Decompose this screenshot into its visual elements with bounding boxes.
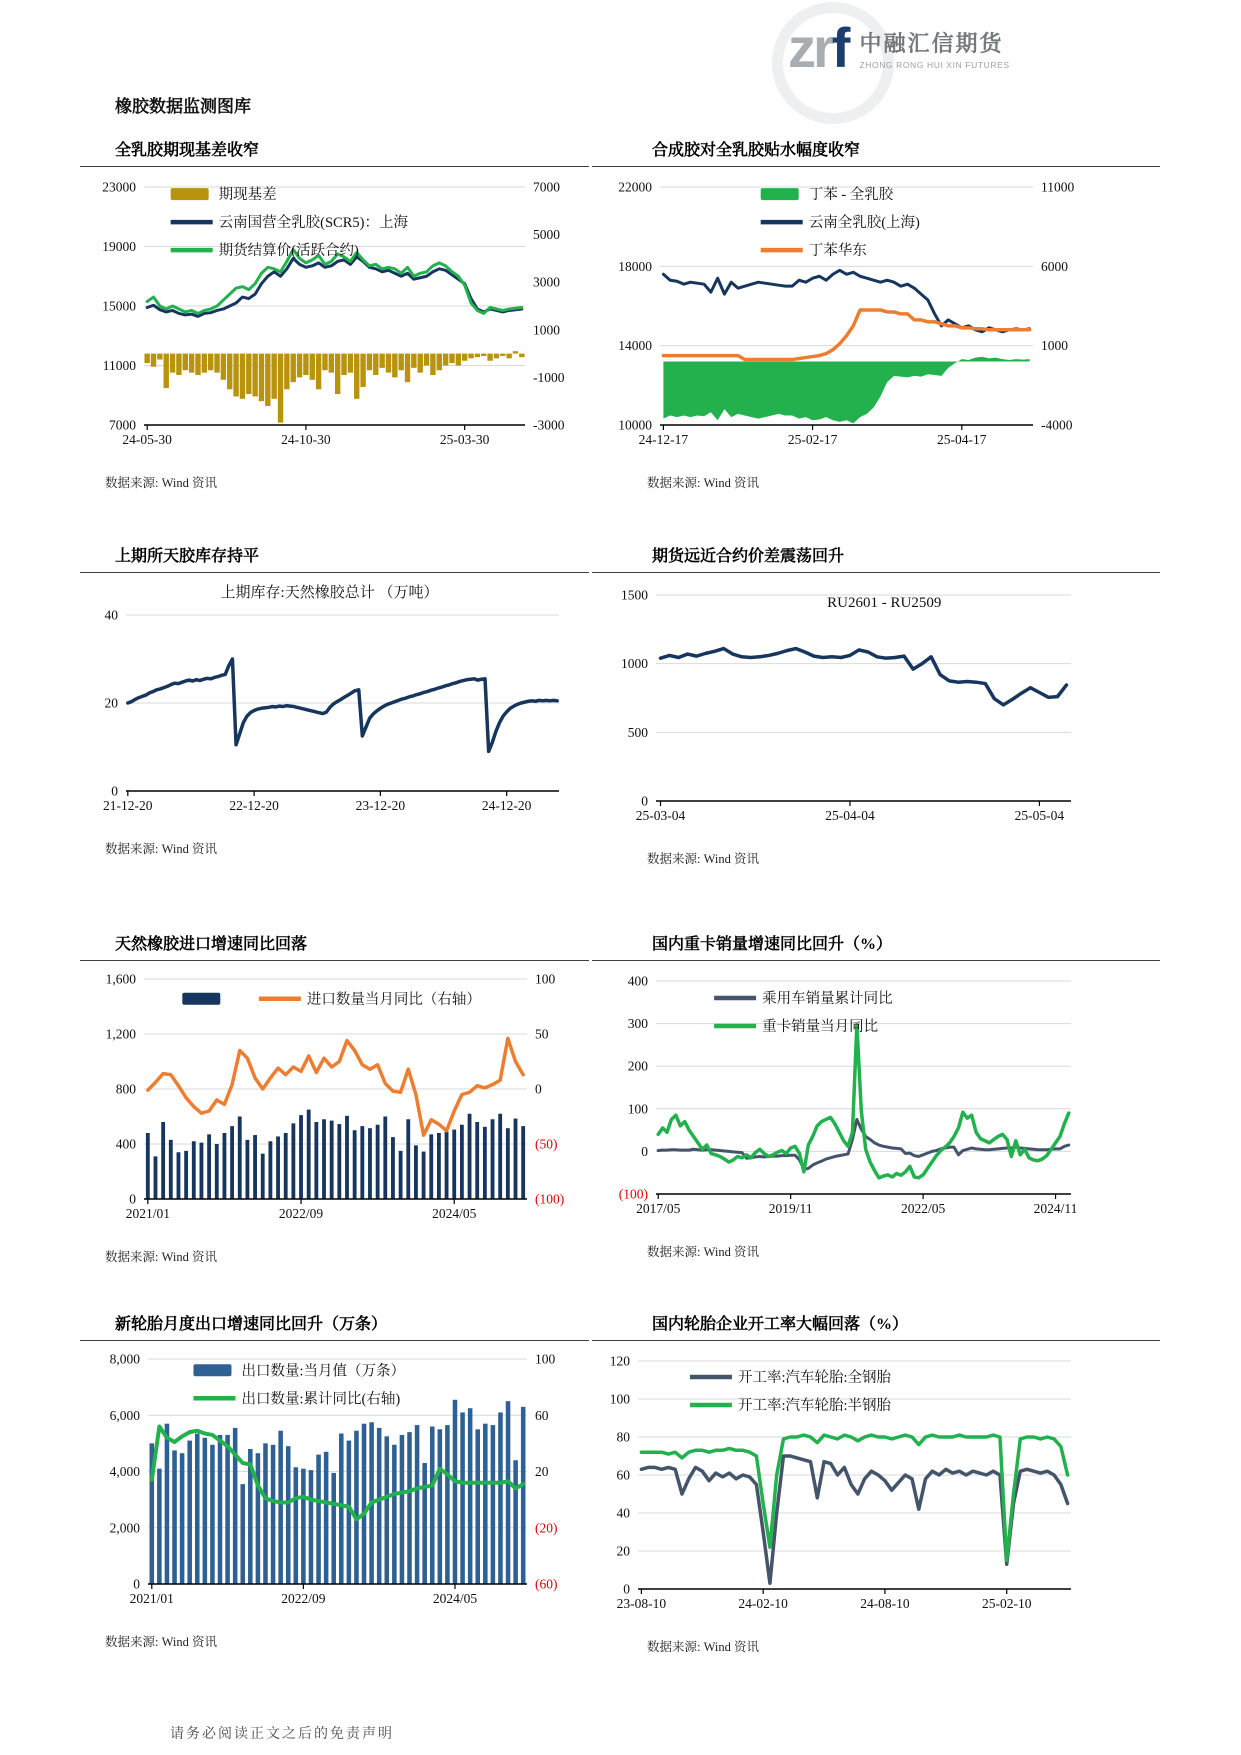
svg-text:100: 100 bbox=[627, 1101, 648, 1117]
svg-text:15000: 15000 bbox=[102, 298, 136, 314]
svg-text:11000: 11000 bbox=[1041, 179, 1075, 195]
svg-text:2022/09: 2022/09 bbox=[278, 1206, 324, 1221]
chart-card-tire-export bbox=[80, 1311, 589, 1650]
svg-text:RU2601 - RU2509: RU2601 - RU2509 bbox=[827, 595, 942, 611]
data-source: 数据来源: Wind 资讯 bbox=[105, 1250, 217, 1264]
svg-text:7000: 7000 bbox=[533, 179, 560, 195]
svg-text:2,000: 2,000 bbox=[109, 1520, 140, 1536]
logo-zr-letters: zr bbox=[788, 16, 832, 79]
chart-card-calendar-spread bbox=[592, 543, 1160, 867]
svg-text:2017/05: 2017/05 bbox=[636, 1201, 681, 1216]
svg-text:重卡销量当月同比: 重卡销量当月同比 bbox=[762, 1019, 879, 1036]
data-source: 数据来源: Wind 资讯 bbox=[105, 1635, 217, 1649]
svg-text:50: 50 bbox=[535, 1026, 549, 1042]
svg-text:24-05-30: 24-05-30 bbox=[122, 432, 172, 447]
company-logo bbox=[788, 16, 1010, 80]
svg-text:25-02-10: 25-02-10 bbox=[981, 1596, 1032, 1611]
title-rule bbox=[592, 960, 1160, 961]
svg-text:乘用车销量累计同比: 乘用车销量累计同比 bbox=[762, 991, 893, 1008]
svg-text:5000: 5000 bbox=[533, 227, 560, 243]
title-rule bbox=[80, 1340, 589, 1341]
title-rule bbox=[80, 572, 589, 573]
tire-operating-rate-chart bbox=[592, 1349, 1097, 1619]
chart-title: 全乳胶期现基差收窄 bbox=[115, 142, 260, 159]
svg-text:21-12-20: 21-12-20 bbox=[103, 798, 153, 813]
truck-sales-chart bbox=[592, 969, 1097, 1224]
svg-text:(100): (100) bbox=[535, 1191, 565, 1207]
svg-text:20: 20 bbox=[104, 695, 118, 711]
svg-text:800: 800 bbox=[115, 1081, 136, 1097]
svg-text:22-12-20: 22-12-20 bbox=[229, 798, 279, 813]
svg-text:300: 300 bbox=[627, 1016, 648, 1032]
chart-card-import-growth bbox=[80, 931, 589, 1265]
svg-text:出口数量:当月值（万条）: 出口数量:当月值（万条） bbox=[241, 1363, 406, 1380]
svg-text:0: 0 bbox=[641, 1143, 648, 1159]
synthetic-discount-chart bbox=[592, 175, 1097, 455]
svg-text:2024/05: 2024/05 bbox=[432, 1591, 478, 1606]
svg-text:8,000: 8,000 bbox=[109, 1351, 140, 1367]
svg-text:25-04-04: 25-04-04 bbox=[825, 808, 875, 823]
svg-text:丁苯 - 全乳胶: 丁苯 - 全乳胶 bbox=[808, 187, 894, 204]
chart-card-tire-operating-rate bbox=[592, 1311, 1160, 1655]
svg-text:(50): (50) bbox=[535, 1136, 558, 1152]
svg-text:200: 200 bbox=[627, 1058, 648, 1074]
svg-text:23-08-10: 23-08-10 bbox=[616, 1596, 667, 1611]
svg-text:19000: 19000 bbox=[102, 239, 136, 254]
svg-text:(20): (20) bbox=[535, 1520, 558, 1536]
svg-text:18000: 18000 bbox=[618, 258, 652, 274]
svg-text:120: 120 bbox=[609, 1353, 630, 1369]
chart-title: 合成胶对全乳胶贴水幅度收窄 bbox=[652, 142, 861, 159]
svg-text:20: 20 bbox=[616, 1543, 630, 1559]
chart-title: 天然橡胶进口增速同比回落 bbox=[115, 936, 308, 953]
svg-text:22000: 22000 bbox=[618, 179, 652, 195]
svg-text:500: 500 bbox=[627, 724, 648, 740]
svg-text:7000: 7000 bbox=[109, 417, 136, 433]
svg-text:期货结算价(活跃合约): 期货结算价(活跃合约) bbox=[218, 243, 359, 260]
logo-zrf-mark bbox=[788, 16, 847, 80]
svg-text:-3000: -3000 bbox=[533, 417, 565, 433]
svg-text:1500: 1500 bbox=[621, 587, 648, 603]
disclaimer-footer: 请务必阅读正文之后的免责声明 bbox=[170, 1727, 394, 1742]
svg-text:云南国营全乳胶(SCR5)：上海: 云南国营全乳胶(SCR5)：上海 bbox=[218, 215, 408, 232]
svg-text:6,000: 6,000 bbox=[109, 1407, 140, 1423]
svg-text:100: 100 bbox=[535, 971, 556, 987]
svg-text:40: 40 bbox=[616, 1505, 630, 1521]
title-rule bbox=[80, 166, 589, 167]
chart-card-shfe-inventory bbox=[80, 543, 589, 857]
svg-text:出口数量:累计同比(右轴): 出口数量:累计同比(右轴) bbox=[241, 1391, 401, 1408]
title-rule bbox=[592, 1340, 1160, 1341]
svg-text:0: 0 bbox=[641, 793, 648, 809]
svg-text:25-03-04: 25-03-04 bbox=[635, 808, 686, 823]
svg-text:80: 80 bbox=[616, 1429, 630, 1445]
logo-company-name-en: ZHONG RONG HUI XIN FUTURES bbox=[859, 59, 1010, 70]
svg-text:1000: 1000 bbox=[621, 656, 648, 672]
svg-text:4,000: 4,000 bbox=[109, 1464, 140, 1479]
svg-text:进口数量当月同比（右轴）: 进口数量当月同比（右轴） bbox=[306, 991, 481, 1008]
svg-text:23-12-20: 23-12-20 bbox=[355, 798, 406, 813]
logo-f-letter: f bbox=[831, 16, 848, 79]
title-rule bbox=[592, 572, 1160, 573]
chart-card-synthetic-discount bbox=[592, 137, 1160, 491]
svg-text:11000: 11000 bbox=[102, 358, 136, 373]
svg-text:25-05-04: 25-05-04 bbox=[1014, 808, 1065, 823]
svg-text:0: 0 bbox=[129, 1191, 136, 1207]
svg-text:(60): (60) bbox=[535, 1576, 558, 1592]
svg-text:1,600: 1,600 bbox=[105, 971, 136, 987]
logo-company-name-cn: 中融汇信期货 bbox=[859, 30, 1004, 56]
chart-title: 国内重卡销量增速同比回升（%） bbox=[652, 936, 893, 953]
chart-title: 新轮胎月度出口增速同比回升（万条） bbox=[115, 1316, 388, 1333]
svg-text:(100): (100) bbox=[618, 1186, 648, 1202]
svg-text:60: 60 bbox=[535, 1407, 549, 1423]
svg-text:2024/11: 2024/11 bbox=[1033, 1201, 1078, 1216]
svg-text:1000: 1000 bbox=[1041, 338, 1068, 354]
svg-text:上期库存:天然橡胶总计 （万吨）: 上期库存:天然橡胶总计 （万吨） bbox=[220, 585, 439, 601]
svg-text:0: 0 bbox=[623, 1581, 630, 1597]
chart-title: 国内轮胎企业开工率大幅回落（%） bbox=[652, 1316, 909, 1333]
shfe-inventory-chart bbox=[80, 581, 585, 821]
svg-text:丁苯华东: 丁苯华东 bbox=[808, 243, 867, 260]
svg-text:60: 60 bbox=[616, 1467, 630, 1483]
logo-wordmark bbox=[859, 27, 1009, 70]
svg-text:2021/01: 2021/01 bbox=[125, 1206, 170, 1221]
title-rule bbox=[592, 166, 1160, 167]
svg-text:2019/11: 2019/11 bbox=[768, 1201, 813, 1216]
svg-text:25-03-30: 25-03-30 bbox=[439, 432, 490, 447]
svg-text:100: 100 bbox=[609, 1391, 630, 1407]
svg-text:3000: 3000 bbox=[533, 274, 560, 290]
svg-text:400: 400 bbox=[627, 973, 648, 989]
calendar-spread-chart bbox=[592, 581, 1097, 831]
svg-text:0: 0 bbox=[111, 783, 118, 799]
title-rule bbox=[80, 960, 589, 961]
svg-text:2022/05: 2022/05 bbox=[900, 1201, 946, 1216]
svg-text:20: 20 bbox=[535, 1464, 549, 1479]
svg-text:25-04-17: 25-04-17 bbox=[937, 432, 987, 447]
svg-text:2021/01: 2021/01 bbox=[129, 1591, 174, 1606]
svg-text:24-08-10: 24-08-10 bbox=[860, 1596, 910, 1611]
svg-text:开工率:汽车轮胎:全钢胎: 开工率:汽车轮胎:全钢胎 bbox=[737, 1369, 892, 1386]
svg-text:开工率:汽车轮胎:半钢胎: 开工率:汽车轮胎:半钢胎 bbox=[737, 1397, 892, 1414]
tire-export-chart bbox=[80, 1349, 585, 1614]
svg-text:2022/09: 2022/09 bbox=[281, 1591, 326, 1606]
import-growth-chart bbox=[80, 969, 585, 1229]
svg-text:400: 400 bbox=[115, 1136, 136, 1152]
basis-spread-chart bbox=[80, 175, 585, 455]
svg-text:25-02-17: 25-02-17 bbox=[787, 432, 838, 447]
data-source: 数据来源: Wind 资讯 bbox=[647, 1640, 759, 1654]
data-source: 数据来源: Wind 资讯 bbox=[647, 852, 759, 866]
svg-text:0: 0 bbox=[535, 1081, 542, 1097]
svg-text:14000: 14000 bbox=[618, 338, 652, 354]
svg-text:10000: 10000 bbox=[618, 417, 652, 433]
chart-title: 期货远近合约价差震荡回升 bbox=[652, 548, 845, 565]
svg-text:-1000: -1000 bbox=[533, 369, 565, 385]
data-source: 数据来源: Wind 资讯 bbox=[105, 842, 217, 856]
chart-card-basis-spread bbox=[80, 137, 589, 491]
chart-title: 上期所天胶库存持平 bbox=[115, 548, 260, 565]
svg-text:-4000: -4000 bbox=[1041, 417, 1073, 433]
svg-text:24-12-17: 24-12-17 bbox=[638, 432, 689, 447]
svg-text:24-02-10: 24-02-10 bbox=[738, 1596, 788, 1611]
svg-text:云南全乳胶(上海): 云南全乳胶(上海) bbox=[808, 215, 920, 232]
data-source: 数据来源: Wind 资讯 bbox=[647, 1245, 759, 1259]
svg-text:40: 40 bbox=[104, 607, 118, 623]
svg-text:100: 100 bbox=[535, 1351, 556, 1367]
svg-text:0: 0 bbox=[133, 1576, 140, 1592]
data-source: 数据来源: Wind 资讯 bbox=[105, 476, 217, 490]
chart-card-truck-sales bbox=[592, 931, 1160, 1260]
svg-text:24-12-20: 24-12-20 bbox=[481, 798, 532, 813]
data-source: 数据来源: Wind 资讯 bbox=[647, 476, 759, 490]
svg-text:23000: 23000 bbox=[102, 179, 136, 195]
svg-text:24-10-30: 24-10-30 bbox=[281, 432, 331, 447]
svg-text:6000: 6000 bbox=[1041, 258, 1068, 274]
svg-text:期现基差: 期现基差 bbox=[218, 187, 277, 204]
svg-text:2024/05: 2024/05 bbox=[432, 1206, 477, 1221]
svg-text:1,200: 1,200 bbox=[105, 1026, 136, 1042]
svg-text:1000: 1000 bbox=[533, 322, 560, 338]
page-title: 橡胶数据监测图库 bbox=[115, 97, 251, 116]
